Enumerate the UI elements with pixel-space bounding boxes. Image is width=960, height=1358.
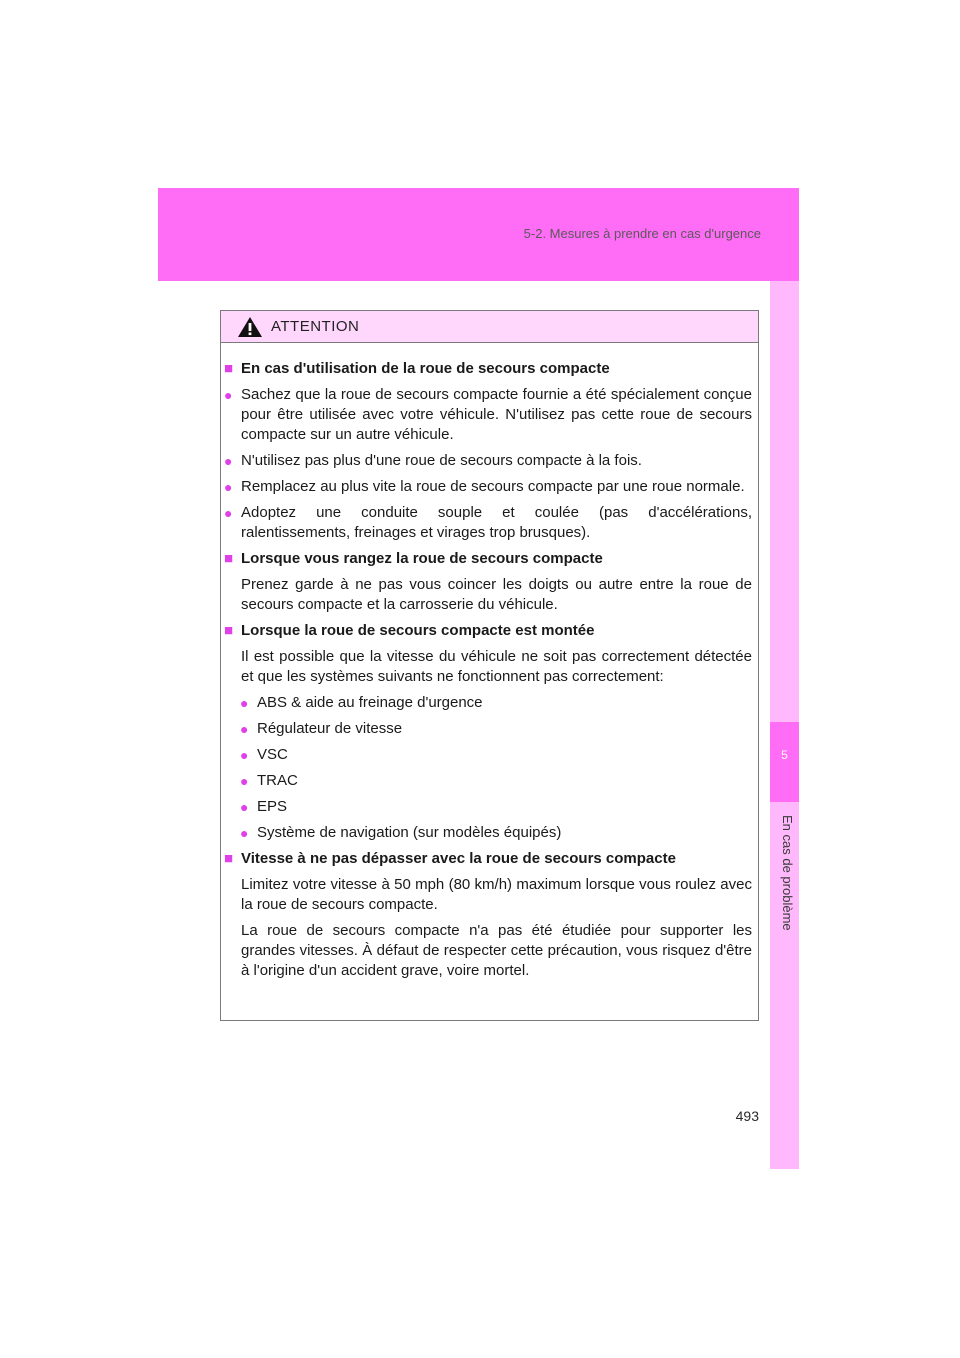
- section-heading: [224, 621, 752, 641]
- circle-bullet-icon: ●: [240, 695, 249, 711]
- header-band: [158, 188, 799, 281]
- list-item: [224, 477, 752, 497]
- list-item-text: N'utilisez pas plus d'une roue de secours compacte à la fois.: [241, 452, 642, 469]
- circle-bullet-icon: ●: [240, 721, 249, 737]
- square-bullet-icon: ■: [224, 622, 234, 639]
- sub-list-item: [224, 693, 752, 713]
- list-item-text: Régulateur de vitesse: [257, 720, 403, 737]
- section-heading-text: En cas d'utilisation de la roue de secours compacte: [241, 360, 610, 377]
- square-bullet-icon: ■: [224, 360, 234, 377]
- circle-bullet-icon: ●: [240, 825, 249, 841]
- sub-list-item: [224, 797, 752, 817]
- circle-bullet-icon: ●: [240, 799, 249, 815]
- list-item: [224, 503, 752, 543]
- section-heading-text: Vitesse à ne pas dépasser avec la roue de secours compacte: [241, 850, 676, 867]
- circle-bullet-icon: ●: [224, 505, 233, 521]
- sub-list-item: [224, 719, 752, 739]
- list-item-text: Adoptez une conduite souple et coulée (pas d'accélérations, ralentissements, freinages et virages trop brusques).: [241, 504, 752, 541]
- circle-bullet-icon: ●: [224, 479, 233, 495]
- circle-bullet-icon: ●: [224, 387, 233, 403]
- chapter-number: 5: [781, 748, 788, 762]
- list-item-text: TRAC: [257, 772, 298, 789]
- warning-title: ATTENTION: [271, 318, 360, 335]
- section-paragraph: La roue de secours compacte n'a pas été étudiée pour supporter les grandes vitesses. À défaut de respecter cette précaution, vous risquez d'être à l'origine d'un accident grave, voire mortel.: [241, 922, 752, 979]
- circle-bullet-icon: ●: [240, 747, 249, 763]
- page-number: 493: [735, 1108, 759, 1124]
- section-paragraph: Limitez votre vitesse à 50 mph (80 km/h) maximum lorsque vous roulez avec la roue de secours compacte.: [241, 876, 752, 913]
- circle-bullet-icon: ●: [224, 453, 233, 469]
- warning-box: [220, 310, 759, 1021]
- list-item-text: Système de navigation (sur modèles équipés): [257, 824, 562, 841]
- section-heading-text: Lorsque la roue de secours compacte est montée: [241, 622, 595, 639]
- section-heading-text: Lorsque vous rangez la roue de secours compacte: [241, 550, 603, 567]
- list-item-text: Sachez que la roue de secours compacte fournie a été spécialement conçue pour être utilisée avec votre véhicule. N'utilisez pas cette roue de secours compacte sur un autre véhicule.: [241, 386, 752, 443]
- list-item-text: Remplacez au plus vite la roue de secours compacte par une roue normale.: [241, 478, 745, 495]
- sub-list-item: [224, 745, 752, 765]
- square-bullet-icon: ■: [224, 850, 234, 867]
- list-item-text: ABS & aide au freinage d'urgence: [257, 694, 483, 711]
- section-paragraph: Il est possible que la vitesse du véhicule ne soit pas correctement détectée et que les systèmes suivants ne fonctionnent pas correctement:: [241, 648, 752, 685]
- section-heading: [224, 549, 752, 569]
- list-item-text: EPS: [257, 798, 288, 815]
- sub-list-item: [224, 823, 752, 843]
- section-paragraph: Prenez garde à ne pas vous coincer les doigts ou autre entre la roue de secours compacte et la carrosserie du véhicule.: [241, 576, 752, 613]
- chapter-label: En cas de problème: [780, 815, 795, 931]
- section-heading: [224, 849, 752, 869]
- list-item: [224, 385, 752, 445]
- warning-header: [221, 311, 758, 343]
- warning-triangle-icon: [237, 316, 263, 338]
- circle-bullet-icon: ●: [240, 773, 249, 789]
- list-item: [224, 451, 752, 471]
- section-heading: [224, 359, 752, 379]
- section-title: 5-2. Mesures à prendre en cas d'urgence: [523, 226, 761, 241]
- chapter-tab: [770, 722, 799, 802]
- square-bullet-icon: ■: [224, 550, 234, 567]
- sub-list-item: [224, 771, 752, 791]
- warning-content: [221, 343, 758, 981]
- list-item-text: VSC: [257, 746, 288, 763]
